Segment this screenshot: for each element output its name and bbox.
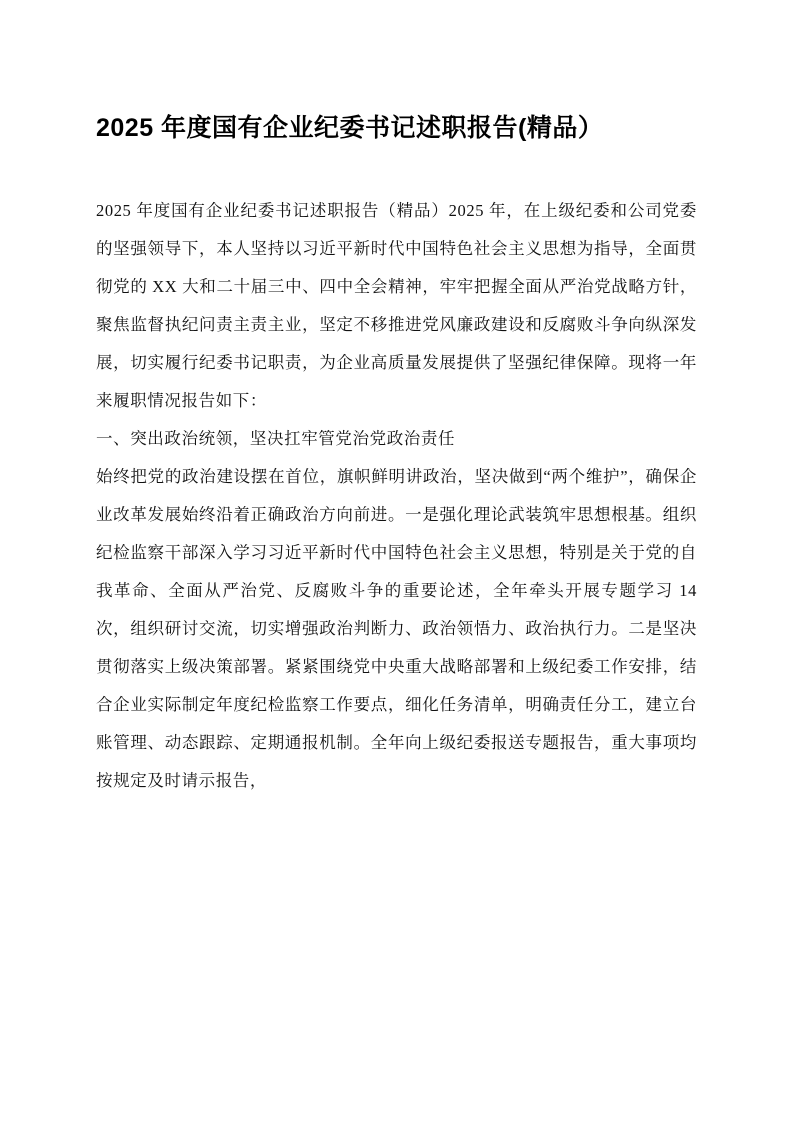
section-heading-1: 一、突出政治统领，坚决扛牢管党治党政治责任 <box>96 428 456 448</box>
body-paragraph-1: 2025 年度国有企业纪委书记述职报告（精品）2025 年，在上级纪委和公司党委的坚强领导下，本人坚持以习近平新时代中国特色社会主义思想为指导，全面贯彻党的 XX 大和二十届三中、四中全会精神，牢牢把握全面从严治党战略方针，聚焦监督执纪问责主责主业，坚定不移推进党风廉政建设和反腐败斗争向纵深发展，切实履行纪委书记职责，为企业高质量发展提供了坚强纪律保障。现将一年来履职情况报告如下： <box>96 200 697 410</box>
page-title: 2025 年度国有企业纪委书记述职报告(精品） <box>96 114 604 142</box>
body-paragraph-2: 始终把党的政治建设摆在首位，旗帜鲜明讲政治，坚决做到“两个维护”，确保企业改革发展始终沿着正确政治方向前进。一是强化理论武装筑牢思想根基。组织纪检监察干部深入学习习近平新时代中国特色社会主义思想，特别是关于党的自我革命、全面从严治党、反腐败斗争的重要论述，全年牵头开展专题学习 14 次，组织研讨交流，切实增强政治判断力、政治领悟力、政治执行力。二是坚决贯彻落实上级决策部署。紧紧围绕党中央重大战略部署和上级纪委工作安排，结合企业实际制定年度纪检监察工作要点，细化任务清单，明确责任分工，建立台账管理、动态跟踪、定期通报机制。全年向上级纪委报送专题报告，重大事项均按规定及时请示报告， <box>96 466 697 790</box>
